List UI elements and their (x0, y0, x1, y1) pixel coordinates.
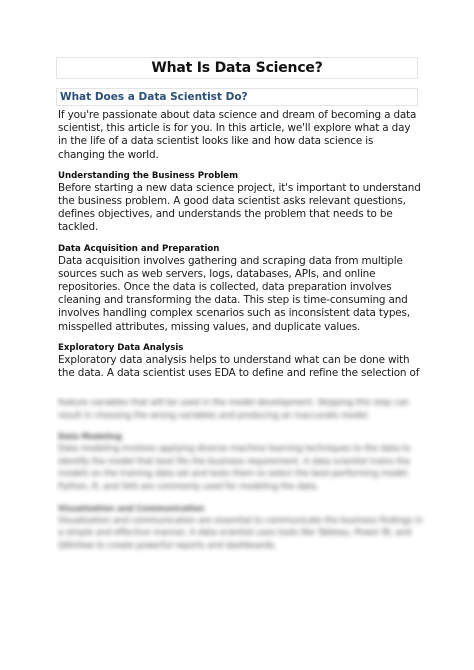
subheading-eda: Exploratory Data Analysis (58, 342, 184, 353)
blurred-content (56, 397, 426, 552)
subheading-business-problem: Understanding the Business Problem (58, 170, 239, 181)
paragraph-data-acquisition: Data acquisition involves gathering and scraping data from multiple sources such as web servers, logs, databases, APIs, and online repositories. Once the data is collected, data preparation involves cleaning and transforming the data. This step is time-consuming and involves handling complex scenarios such as inconsistent data types, misspelled attributes, missing values, and duplicate values. (58, 254, 410, 333)
blurred-preview-region (56, 397, 426, 612)
page-title: What Is Data Science? (151, 60, 323, 76)
paragraph-eda: Exploratory data analysis helps to understand what can be done with the data. A data scientist uses EDA to define and refine the selection of (58, 353, 420, 380)
article-body (58, 109, 422, 388)
section-heading: What Does a Data Scientist Do? (60, 91, 248, 103)
paragraph-data-modeling: Data modeling involves applying diverse machine learning techniques to the data to identify the model that best fits the business requirement. A data scientist trains the models on the training data set and tests them to select the best-performing model. Python, R, and SAS are commonly used for modeling the data. (58, 444, 411, 492)
title-box (56, 57, 418, 79)
paragraph-visualization: Visualization and communication are essential to communicate the business findings in a simple and effective manner. A data scientist uses tools like Tableau, Power BI, and QlikView to create powerful reports and dashboards. (58, 515, 423, 551)
paragraph-eda-continued: feature variables that will be used in the model development. Skipping this step can result in choosing the wrong variables and producing an inaccurate model. (58, 398, 409, 421)
intro-paragraph: If you're passionate about data science and dream of becoming a data scientist, this article is for you. In this article, we'll explore what a day in the life of a data scientist looks like and how data science is changing the world. (58, 109, 417, 161)
paragraph-business-problem: Before starting a new data science project, it's important to understand the business problem. A good data scientist asks relevant questions, defines objectives, and understands the problem that needs to be tackled. (58, 181, 421, 234)
subheading-visualization: Visualization and Communication (58, 503, 205, 513)
subheading-data-modeling: Data Modeling (58, 432, 122, 442)
section-heading-box (56, 88, 418, 106)
subheading-data-acquisition: Data Acquisition and Preparation (58, 243, 220, 254)
